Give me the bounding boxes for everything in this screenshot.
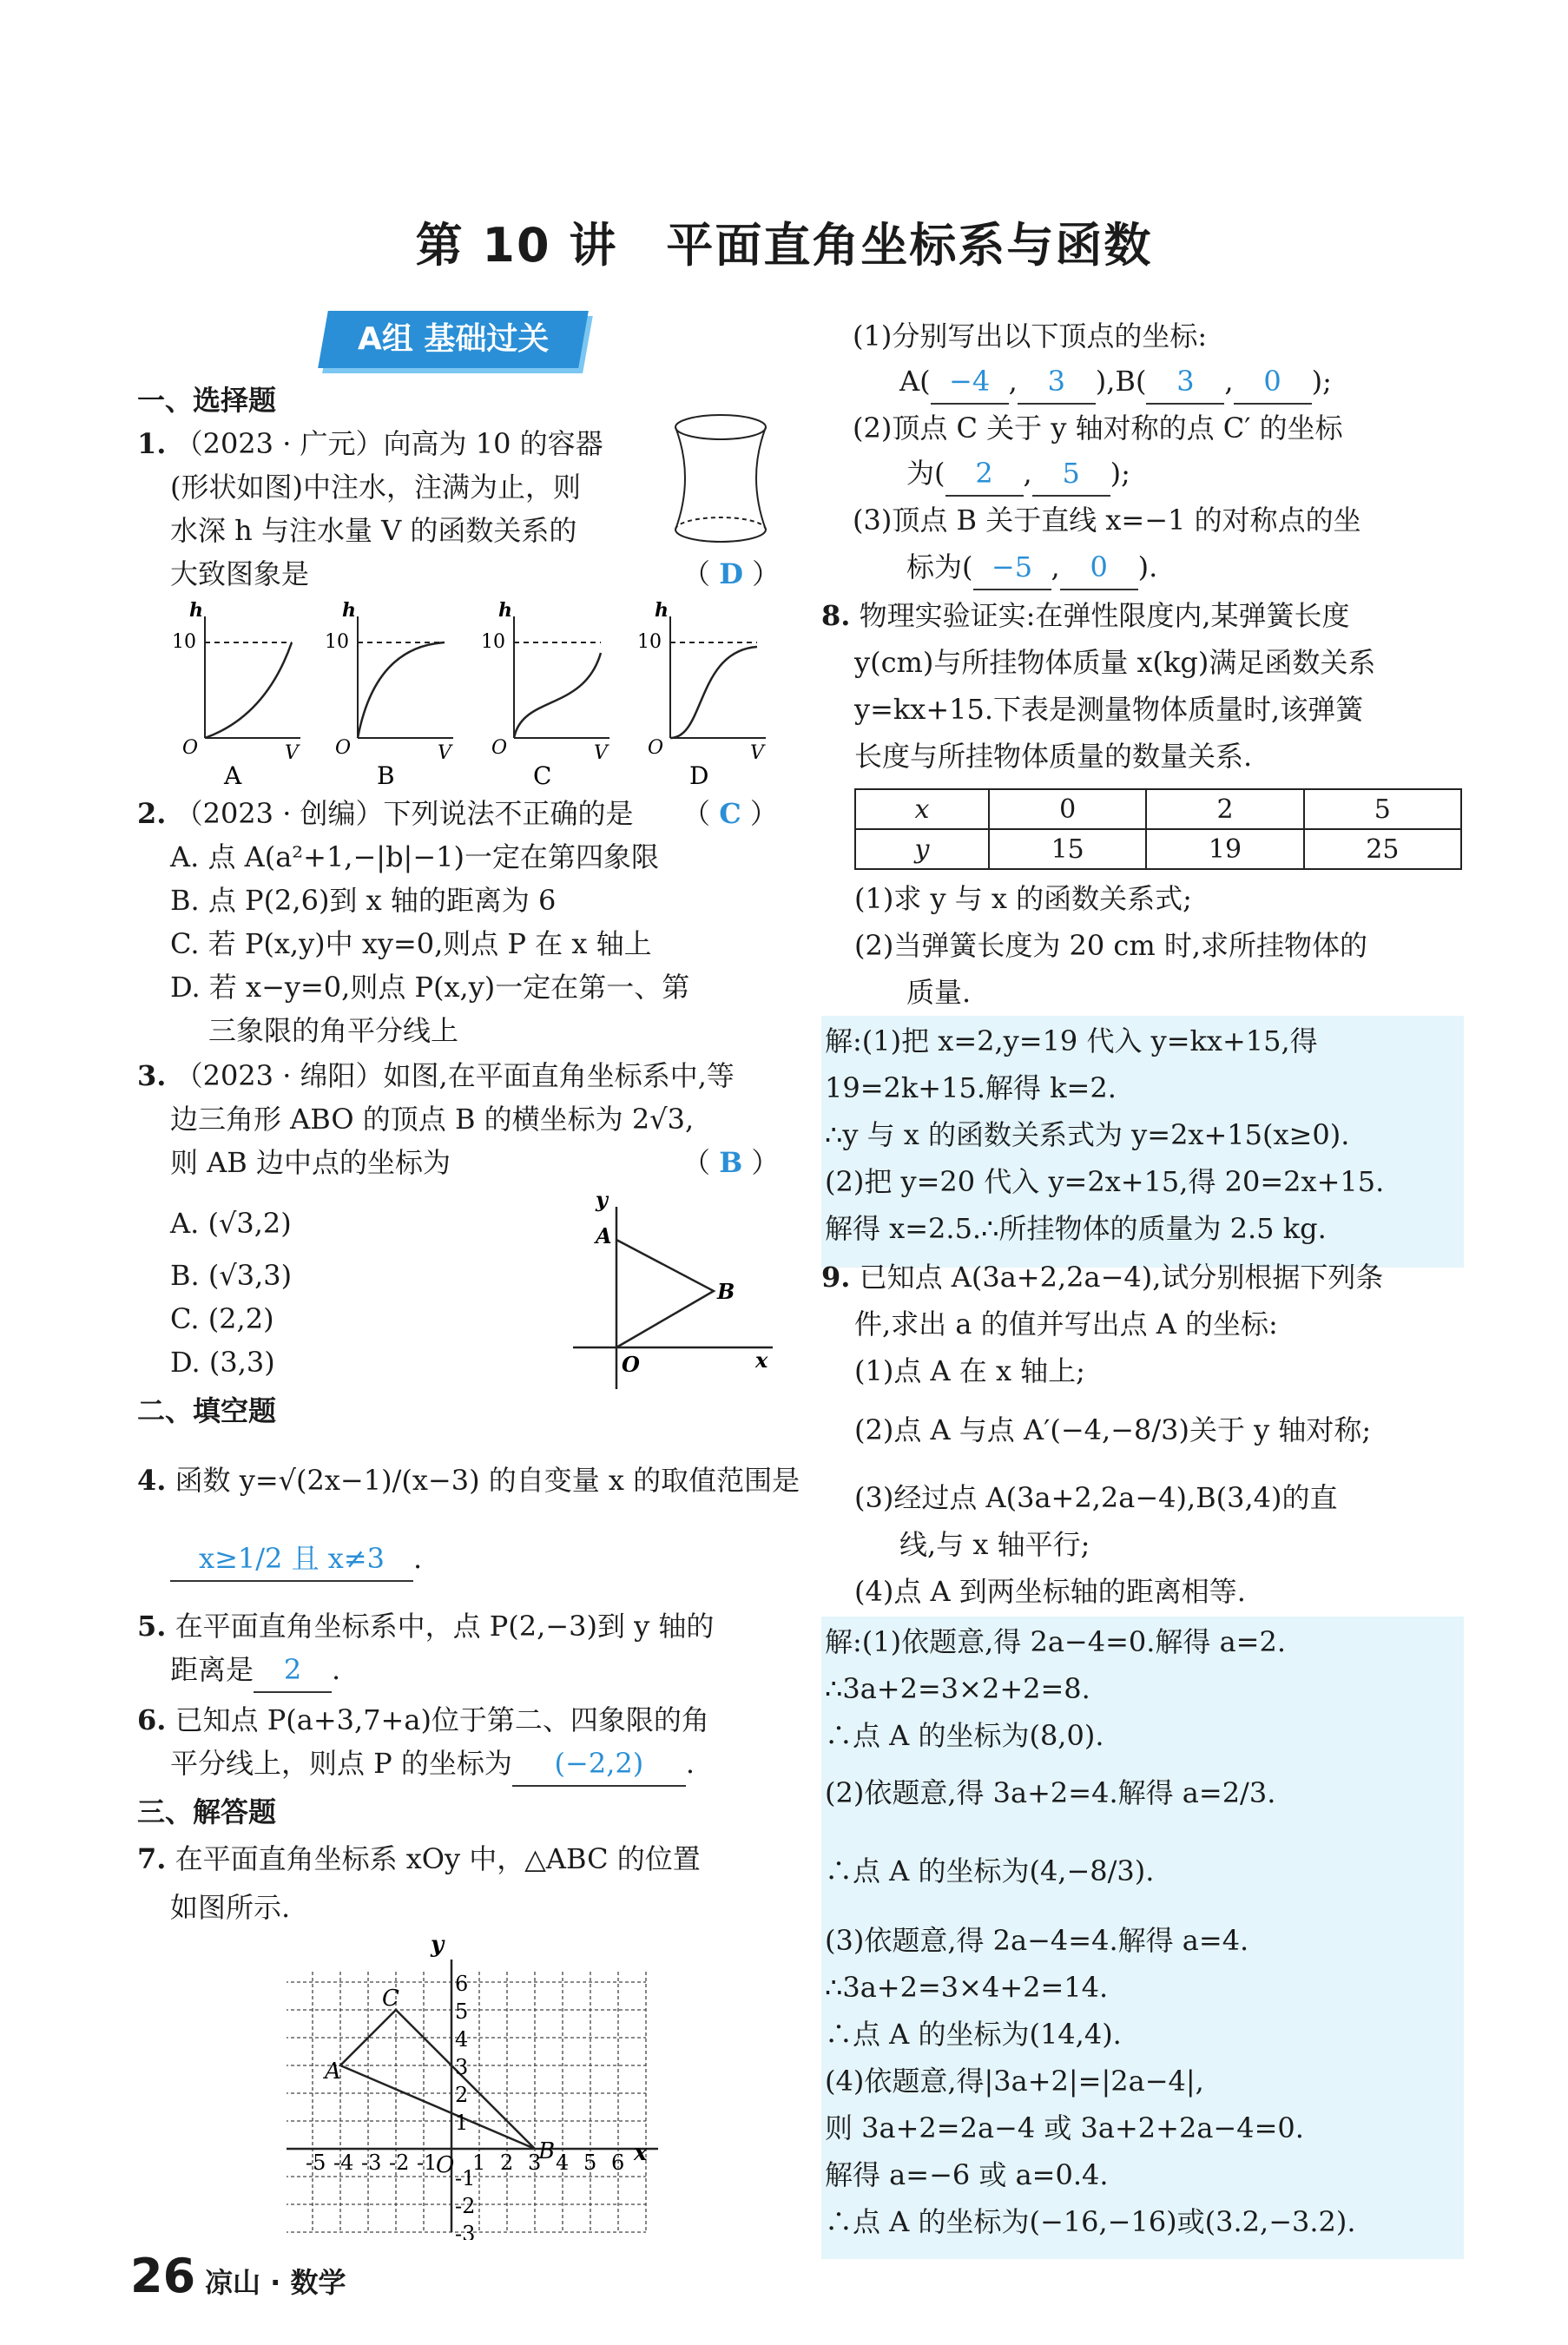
y-tick-label: 1: [455, 2111, 469, 2135]
q7-line: 如图所示.: [170, 1891, 291, 1924]
origin: O: [182, 737, 199, 759]
axis-v: V: [285, 742, 299, 764]
table-cell: y: [855, 829, 989, 869]
ans-d-x: −5: [973, 545, 1051, 590]
q8-part: 质量.: [906, 976, 972, 1009]
q1: 1. （2023 · 广元）向高为 10 的容器: [137, 427, 603, 460]
axis-y: y: [431, 1932, 445, 1958]
q3-line: 边三角形 ABO 的顶点 B 的横坐标为 2√3,: [170, 1103, 695, 1136]
origin: O: [491, 737, 508, 759]
q6: 6. 已知点 P(a+3,7+a)位于第二、四象限的角: [137, 1703, 709, 1736]
q7-part1: (1)分别写出以下顶点的坐标:: [853, 319, 1208, 352]
ans-d-y: 0: [1060, 545, 1138, 590]
ans-b-y: 0: [1234, 359, 1312, 405]
q9-solution-line: ∴3a+2=3×4+2=14.: [825, 1971, 1109, 2004]
x-tick-label: -1: [417, 2151, 438, 2175]
table-cell: 0: [989, 789, 1146, 829]
q9-part: (2)点 A 与点 A′(−4,−8/3)关于 y 轴对称;: [854, 1413, 1372, 1446]
axis-y: y: [596, 1189, 608, 1212]
q2-option: C. 若 P(x,y)中 xy=0,则点 P 在 x 轴上: [170, 927, 652, 960]
x-tick-label: 6: [611, 2151, 625, 2175]
q9-line: 件,求出 a 的值并写出点 A 的坐标:: [854, 1308, 1278, 1340]
q5-line2: 距离是 2 .: [170, 1648, 340, 1693]
q3-line: 则 AB 边中点的坐标为: [170, 1146, 451, 1179]
graph-label-b: B: [377, 761, 395, 790]
q8-part: (1)求 y 与 x 的函数关系式;: [854, 882, 1192, 915]
q4-answer: x≥1/2 且 x≠3: [170, 1537, 413, 1582]
page-number: 26: [130, 2249, 196, 2303]
q8-solution-line: 19=2k+15.解得 k=2.: [825, 1071, 1117, 1104]
y-tick-label: -1: [455, 2166, 476, 2190]
table-cell: 15: [989, 829, 1146, 869]
graph-label-d: D: [689, 761, 709, 790]
tick-10: 10: [325, 631, 349, 653]
ans-c-y: 5: [1032, 451, 1110, 497]
x-tick-label: 4: [556, 2151, 570, 2175]
graph-b: [325, 599, 453, 790]
q1-graphs: [170, 599, 778, 790]
axis-h: h: [498, 599, 512, 622]
q9-solution-line: 则 3a+2=2a−4 或 3a+2+2a−4=0.: [825, 2111, 1304, 2144]
point-c: C: [382, 1986, 399, 2012]
axis-x: x: [634, 2140, 648, 2166]
q5: 5. 在平面直角坐标系中，点 P(2,−3)到 y 轴的: [137, 1610, 715, 1643]
q6-line2: 平分线上，则点 P 的坐标为 (−2,2) .: [170, 1742, 695, 1787]
q8-solution-line: (2)把 y=20 代入 y=2x+15,得 20=2x+15.: [825, 1165, 1385, 1198]
container-figure: [669, 408, 773, 547]
y-tick-label: 3: [455, 2055, 469, 2079]
x-tick-label: 3: [528, 2151, 542, 2175]
q8-table: [854, 788, 1462, 870]
x-tick-label: -5: [306, 2151, 326, 2175]
q1-line: 大致图象是: [170, 557, 310, 590]
footer-text: 凉山 · 数学: [205, 2266, 346, 2299]
ans-c-x: 2: [945, 451, 1024, 497]
q8-line: y(cm)与所挂物体质量 x(kg)满足函数关系: [854, 646, 1376, 679]
q9-solution-line: (2)依题意,得 3a+2=4.解得 a=2/3.: [825, 1776, 1276, 1809]
q2-option: A. 点 A(a²+1,−|b|−1)一定在第四象限: [170, 840, 659, 873]
page-title: 第 10 讲 平面直角坐标系与函数: [415, 218, 1153, 273]
point-b: B: [538, 2138, 556, 2164]
graph-d: [637, 599, 766, 790]
q9-solution-line: (3)依题意,得 2a−4=4.解得 a=4.: [825, 1924, 1249, 1957]
q9-solution-line: ∴3a+2=3×2+2=8.: [825, 1672, 1090, 1705]
axis-h: h: [342, 599, 356, 622]
q9-solution-line: ∴点 A 的坐标为(14,4).: [825, 2018, 1122, 2051]
q6-answer: (−2,2): [512, 1742, 686, 1787]
y-tick-label: -2: [455, 2194, 476, 2218]
table-cell: 5: [1304, 789, 1461, 829]
y-tick-label: -3: [455, 2222, 476, 2240]
q8-line: 长度与所挂物体质量的数量关系.: [854, 740, 1253, 773]
q2-option: 三象限的角平分线上: [208, 1014, 459, 1047]
q2-option: B. 点 P(2,6)到 x 轴的距离为 6: [170, 884, 557, 917]
origin: O: [436, 2152, 455, 2178]
q8-line: y=kx+15.下表是测量物体质量时,该弹簧: [854, 693, 1364, 726]
section-solve: 三、解答题: [137, 1795, 277, 1828]
table-row: [855, 829, 1461, 869]
q3-option: B. (√3,3): [170, 1259, 293, 1292]
axis-v: V: [438, 742, 451, 764]
y-tick-label: 5: [455, 1999, 469, 2024]
q9-part: 线,与 x 轴平行;: [899, 1528, 1090, 1561]
q7-part3-answers: 标为( −5 , 0 ).: [906, 545, 1157, 590]
q7-figure: [287, 1927, 669, 2240]
y-tick-label: 6: [455, 1972, 469, 1996]
y-tick-label: 4: [455, 2027, 469, 2052]
q3-option: A. (√3,2): [170, 1207, 292, 1240]
axis-v: V: [594, 742, 608, 764]
q8-solution-line: 解:(1)把 x=2,y=19 代入 y=kx+15,得: [825, 1024, 1318, 1057]
point-a: A: [596, 1223, 612, 1248]
x-tick-label: 1: [472, 2151, 486, 2175]
q8-solution-line: ∴y 与 x 的函数关系式为 y=2x+15(x≥0).: [825, 1118, 1350, 1151]
table-cell: x: [855, 789, 989, 829]
ans-a-x: −4: [931, 359, 1009, 405]
q3-answer: （ B ）: [682, 1146, 780, 1179]
origin: O: [335, 737, 352, 759]
q4: 4. 函数 y=√(2x−1)/(x−3) 的自变量 x 的取值范围是: [137, 1464, 800, 1497]
axis-h: h: [655, 599, 669, 622]
section-fill: 二、填空题: [137, 1394, 277, 1427]
origin: O: [648, 737, 664, 759]
q9-solution-line: 解:(1)依题意,得 2a−4=0.解得 a=2.: [825, 1625, 1287, 1658]
x-tick-label: 5: [583, 2151, 597, 2175]
x-tick-label: -3: [361, 2151, 382, 2175]
q3-option: D. (3,3): [170, 1346, 275, 1379]
q9: 9. 已知点 A(3a+2,2a−4),试分别根据下列条: [821, 1261, 1384, 1294]
table-cell: 2: [1146, 789, 1303, 829]
q1-answer: （ D ）: [682, 557, 781, 590]
q3: 3. （2023 · 绵阳）如图,在平面直角坐标系中,等: [137, 1059, 735, 1092]
triangle-abc: [340, 2010, 535, 2149]
q4-answer-line: x≥1/2 且 x≠3 .: [170, 1537, 422, 1582]
axis-h: h: [189, 599, 203, 622]
q1-line: (形状如图)中注水，注满为止，则: [170, 471, 581, 504]
table-cell: 19: [1146, 829, 1303, 869]
q7-part2-answers: 为( 2 , 5 );: [906, 451, 1130, 497]
q2-answer: （ C ）: [682, 797, 778, 830]
x-tick-label: -4: [333, 2151, 354, 2175]
ans-b-x: 3: [1146, 359, 1224, 405]
graph-a: [172, 599, 300, 790]
q9-solution-line: (4)依题意,得|3a+2|=|2a−4|,: [825, 2065, 1204, 2098]
q9-solution-line: ∴点 A 的坐标为(8,0).: [825, 1719, 1104, 1752]
q5-answer: 2: [254, 1648, 332, 1693]
tick-10: 10: [481, 631, 505, 653]
q7-part3: (3)顶点 B 关于直线 x=−1 的对称点的坐: [853, 504, 1361, 537]
q9-part: (1)点 A 在 x 轴上;: [854, 1354, 1085, 1387]
table-cell: 25: [1304, 829, 1461, 869]
y-tick-label: 2: [455, 2083, 469, 2107]
q3-option: C. (2,2): [170, 1302, 274, 1335]
q8-solution-line: 解得 x=2.5.∴所挂物体的质量为 2.5 kg.: [825, 1212, 1327, 1245]
q7: 7. 在平面直角坐标系 xOy 中，△ABC 的位置: [137, 1842, 701, 1875]
q8-part: (2)当弹簧长度为 20 cm 时,求所挂物体的: [854, 929, 1368, 962]
point-a: A: [325, 2058, 341, 2085]
axis-v: V: [750, 742, 764, 764]
tick-10: 10: [172, 631, 196, 653]
tick-10: 10: [637, 631, 662, 653]
q9-solution-line: 解得 a=−6 或 a=0.4.: [825, 2158, 1109, 2191]
axis-x: x: [755, 1347, 768, 1373]
q1-line: 水深 h 与注水量 V 的函数关系的: [170, 514, 577, 547]
q2: 2. （2023 · 创编）下列说法不正确的是: [137, 797, 634, 830]
q7-part1-answers: A( −4 , 3 ),B( 3 , 0 );: [899, 359, 1332, 405]
q2-option: D. 若 x−y=0,则点 P(x,y)一定在第一、第: [170, 971, 690, 1004]
graph-label-a: A: [224, 761, 242, 790]
ans-a-y: 3: [1018, 359, 1096, 405]
q7-part2: (2)顶点 C 关于 y 轴对称的点 C′ 的坐标: [853, 412, 1343, 445]
graph-label-c: C: [533, 761, 552, 790]
x-tick-label: 2: [500, 2151, 514, 2175]
origin: O: [622, 1352, 640, 1377]
q8: 8. 物理实验证实:在弹性限度内,某弹簧长度: [821, 599, 1350, 632]
q3-figure: [564, 1189, 781, 1398]
q9-part: (4)点 A 到两坐标轴的距离相等.: [854, 1575, 1246, 1608]
q9-part: (3)经过点 A(3a+2,2a−4),B(3,4)的直: [854, 1481, 1338, 1514]
table-row: [855, 789, 1461, 829]
graph-c: [481, 599, 609, 790]
point-b: B: [717, 1279, 735, 1304]
group-badge: A组 基础过关: [318, 311, 589, 368]
x-tick-label: -2: [389, 2151, 410, 2175]
section-choice: 一、选择题: [137, 384, 277, 417]
q9-solution-line: ∴点 A 的坐标为(4,−8/3).: [825, 1854, 1155, 1887]
q9-solution-line: ∴点 A 的坐标为(−16,−16)或(3.2,−3.2).: [825, 2205, 1356, 2238]
